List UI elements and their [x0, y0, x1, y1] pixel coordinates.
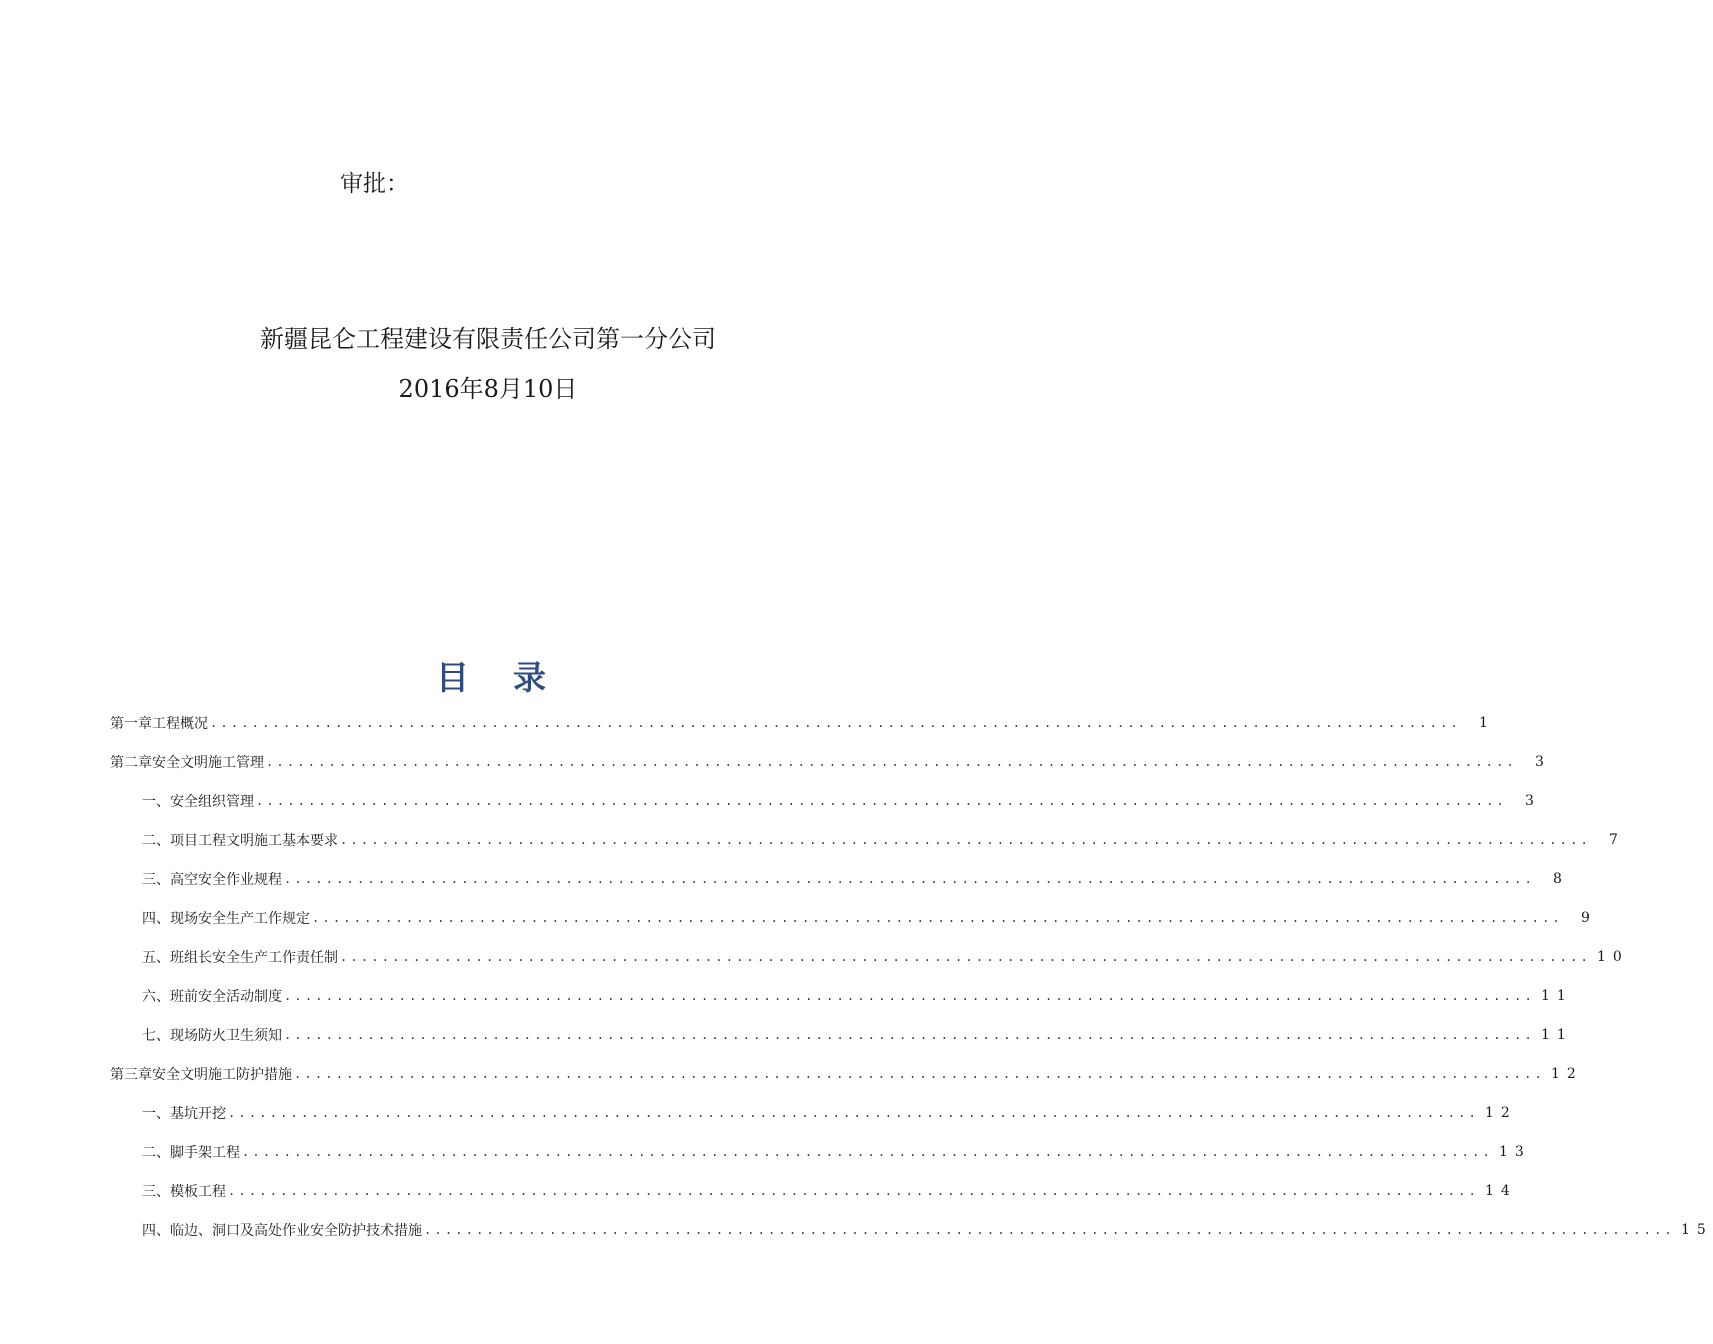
toc-entry[interactable]	[110, 976, 1573, 1015]
toc-title-left: 目	[436, 658, 471, 697]
toc-dot-leader: ........................................................................................................................	[424, 1222, 1675, 1237]
toc-dot-leader: ........................................................................................................................	[228, 1183, 1479, 1198]
toc-dot-leader: ........................................................................................................................	[242, 1144, 1493, 1159]
toc-entry-label: 工程概况	[152, 715, 208, 732]
toc-entry-label: 四、临边、洞口及高处作业安全防护技术措施	[142, 1222, 422, 1239]
toc-entry-label: 三、模板工程	[142, 1183, 226, 1200]
toc-entry-label: 六、班前安全活动制度	[142, 988, 282, 1005]
toc-dot-leader: ........................................................................................................................	[312, 910, 1563, 925]
toc-page-number: 11	[1540, 987, 1573, 1004]
table-of-contents	[110, 703, 1713, 1249]
toc-entry[interactable]	[110, 703, 1495, 742]
toc-page-number: 12	[1550, 1065, 1583, 1082]
toc-dot-leader: ........................................................................................................................	[284, 988, 1535, 1003]
toc-entry-label: 一、安全组织管理	[142, 793, 254, 810]
toc-dot-leader: ........................................................................................................................	[340, 832, 1591, 847]
toc-chapter-number: 第二章	[110, 754, 152, 771]
toc-dot-leader: ........................................................................................................................	[340, 949, 1591, 964]
toc-page-number: 13	[1498, 1143, 1531, 1160]
toc-page-number: 14	[1484, 1182, 1517, 1199]
approval-label: 审批：	[340, 171, 409, 197]
toc-entry-label: 七、现场防火卫生须知	[142, 1027, 282, 1044]
toc-page-number: 3	[1535, 753, 1551, 770]
toc-page-number: 7	[1609, 831, 1625, 848]
toc-entry[interactable]	[110, 1015, 1573, 1054]
toc-dot-leader: ........................................................................................................................	[284, 871, 1535, 886]
toc-entry-label: 三、高空安全作业规程	[142, 871, 282, 888]
toc-entry[interactable]	[110, 1171, 1517, 1210]
toc-entry-label: 一、基坑开挖	[142, 1105, 226, 1122]
toc-entry[interactable]	[110, 1210, 1713, 1249]
toc-entry[interactable]	[110, 1054, 1583, 1093]
toc-dot-leader: ........................................................................................................................	[228, 1105, 1479, 1120]
toc-entry[interactable]	[110, 1132, 1531, 1171]
toc-page-number: 8	[1553, 870, 1569, 887]
toc-entry-label: 安全文明施工管理	[152, 754, 264, 771]
document-date: 2016年8月10日	[398, 375, 578, 403]
toc-entry-label: 二、脚手架工程	[142, 1144, 240, 1161]
company-name: 新疆昆仑工程建设有限责任公司第一分公司	[260, 325, 716, 353]
toc-entry[interactable]	[110, 820, 1625, 859]
toc-entry-label: 二、项目工程文明施工基本要求	[142, 832, 338, 849]
toc-page-number: 11	[1540, 1026, 1573, 1043]
toc-entry[interactable]	[110, 937, 1629, 976]
toc-entry-label: 五、班组长安全生产工作责任制	[142, 949, 338, 966]
toc-chapter-number: 第三章	[110, 1066, 152, 1083]
toc-entry-label: 四、现场安全生产工作规定	[142, 910, 310, 927]
toc-title-right: 录	[513, 658, 548, 697]
toc-entry[interactable]	[110, 859, 1569, 898]
toc-dot-leader: ........................................................................................................................	[210, 715, 1461, 730]
toc-page-number: 15	[1680, 1221, 1713, 1238]
toc-dot-leader: ........................................................................................................................	[294, 1066, 1545, 1081]
toc-chapter-number: 第一章	[110, 715, 152, 732]
toc-page-number: 9	[1581, 909, 1597, 926]
toc-page-number: 12	[1484, 1104, 1517, 1121]
toc-page-number: 3	[1525, 792, 1541, 809]
toc-dot-leader: ........................................................................................................................	[256, 793, 1507, 808]
toc-entry[interactable]	[110, 898, 1597, 937]
toc-page-number: 10	[1596, 948, 1629, 965]
toc-entry[interactable]	[110, 1093, 1517, 1132]
toc-dot-leader: ........................................................................................................................	[284, 1027, 1535, 1042]
toc-dot-leader: ........................................................................................................................	[266, 754, 1517, 769]
toc-entry-label: 安全文明施工防护措施	[152, 1066, 292, 1083]
toc-entry[interactable]	[110, 742, 1551, 781]
toc-title	[0, 656, 984, 700]
toc-entry[interactable]	[110, 781, 1541, 820]
toc-page-number: 1	[1479, 714, 1495, 731]
